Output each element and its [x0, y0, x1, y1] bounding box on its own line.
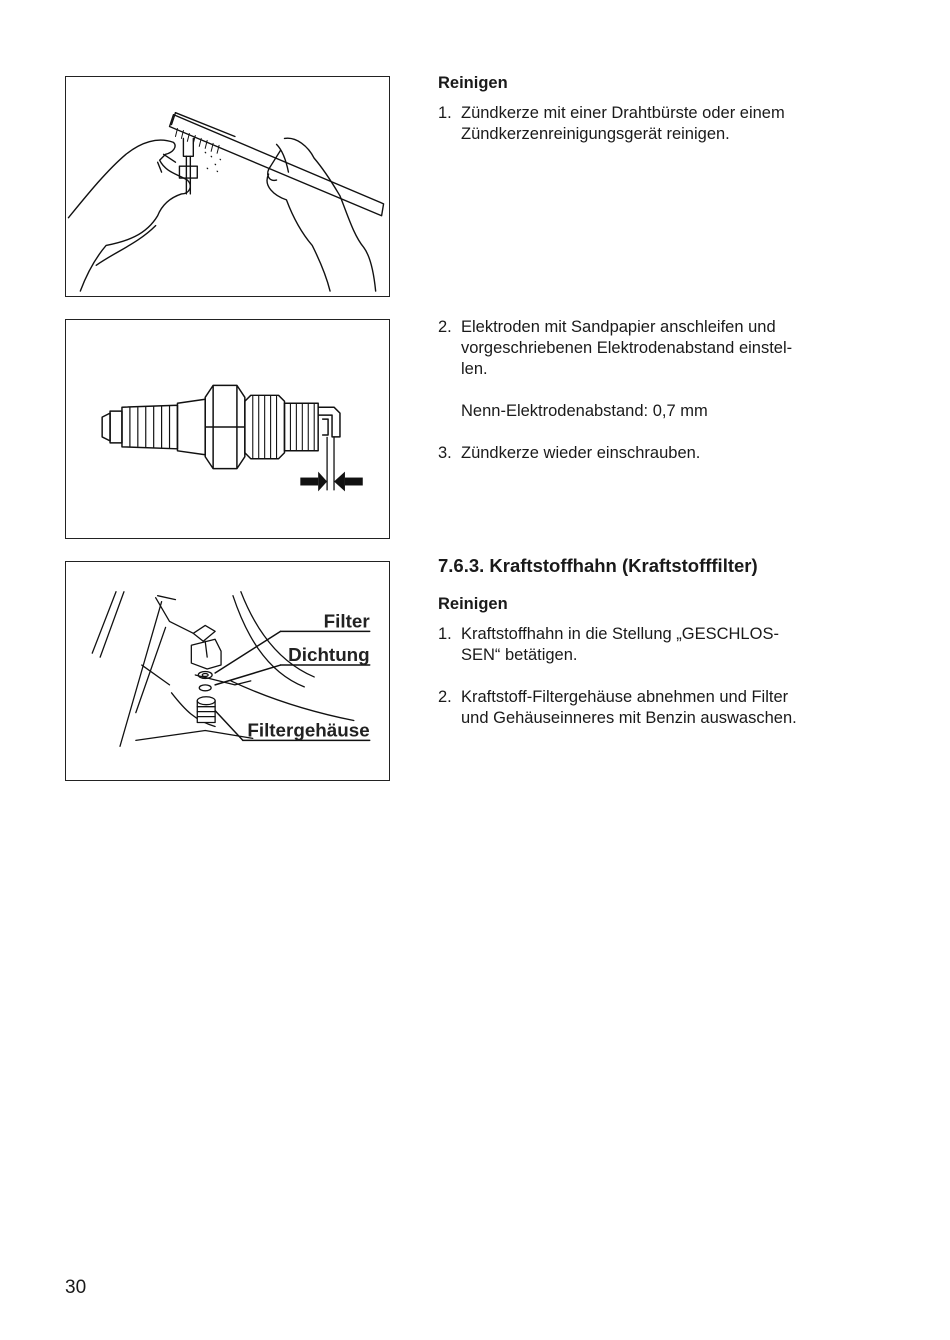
instruction-list	[438, 443, 898, 464]
page-number: 30	[65, 1277, 87, 1298]
list-item	[438, 317, 898, 380]
list-item	[438, 103, 898, 145]
section-heading: Reinigen	[438, 595, 508, 613]
filter-label: Filter	[323, 610, 370, 632]
section-fuel-cock	[438, 555, 898, 729]
list-item	[438, 624, 898, 666]
item-number: 2.	[438, 688, 452, 706]
item-number: 3.	[438, 444, 452, 462]
figure-fuel-cock	[65, 561, 390, 781]
gasket-label: Dichtung	[288, 644, 370, 666]
item-text: Kraftstoffhahn in die Stellung „GESCHLOS- SEN“ betätigen.	[461, 625, 779, 664]
item-number: 1.	[438, 104, 452, 122]
section-cleaning-spark-plug	[438, 73, 898, 145]
spark-plug-illustration	[66, 320, 389, 538]
figure-brush-cleaning	[65, 76, 390, 297]
instruction-list	[438, 624, 898, 729]
item-text: Elektroden mit Sandpapier anschleifen und vorgeschriebenen Elektrodenabstand einstel- len.	[461, 318, 793, 378]
section-heading: Reinigen	[438, 74, 508, 92]
brush-cleaning-illustration	[66, 77, 389, 296]
electrode-gap-spec: Nenn-Elektrodenabstand: 0,7 mm	[461, 402, 708, 420]
section-electrode-gap	[438, 317, 898, 464]
section-title: 7.6.3. Kraftstoffhahn (Kraftstofffilter)	[438, 555, 758, 576]
instruction-list	[438, 317, 898, 380]
list-item	[438, 443, 898, 464]
list-item	[438, 687, 898, 729]
item-number: 2.	[438, 318, 452, 336]
item-number: 1.	[438, 625, 452, 643]
fuel-cock-illustration	[66, 562, 389, 780]
item-text: Zündkerze wieder einschrauben.	[461, 444, 701, 462]
filter-housing-label: Filtergehäuse	[247, 719, 370, 741]
figure-spark-plug-gap	[65, 319, 390, 539]
item-text: Zündkerze mit einer Drahtbürste oder einem Zündkerzenreinigungsgerät reinigen.	[461, 104, 785, 143]
item-text: Kraftstoff-Filtergehäuse abnehmen und Filter und Gehäuseinneres mit Benzin auswaschen.	[461, 688, 797, 727]
instruction-list	[438, 103, 898, 145]
